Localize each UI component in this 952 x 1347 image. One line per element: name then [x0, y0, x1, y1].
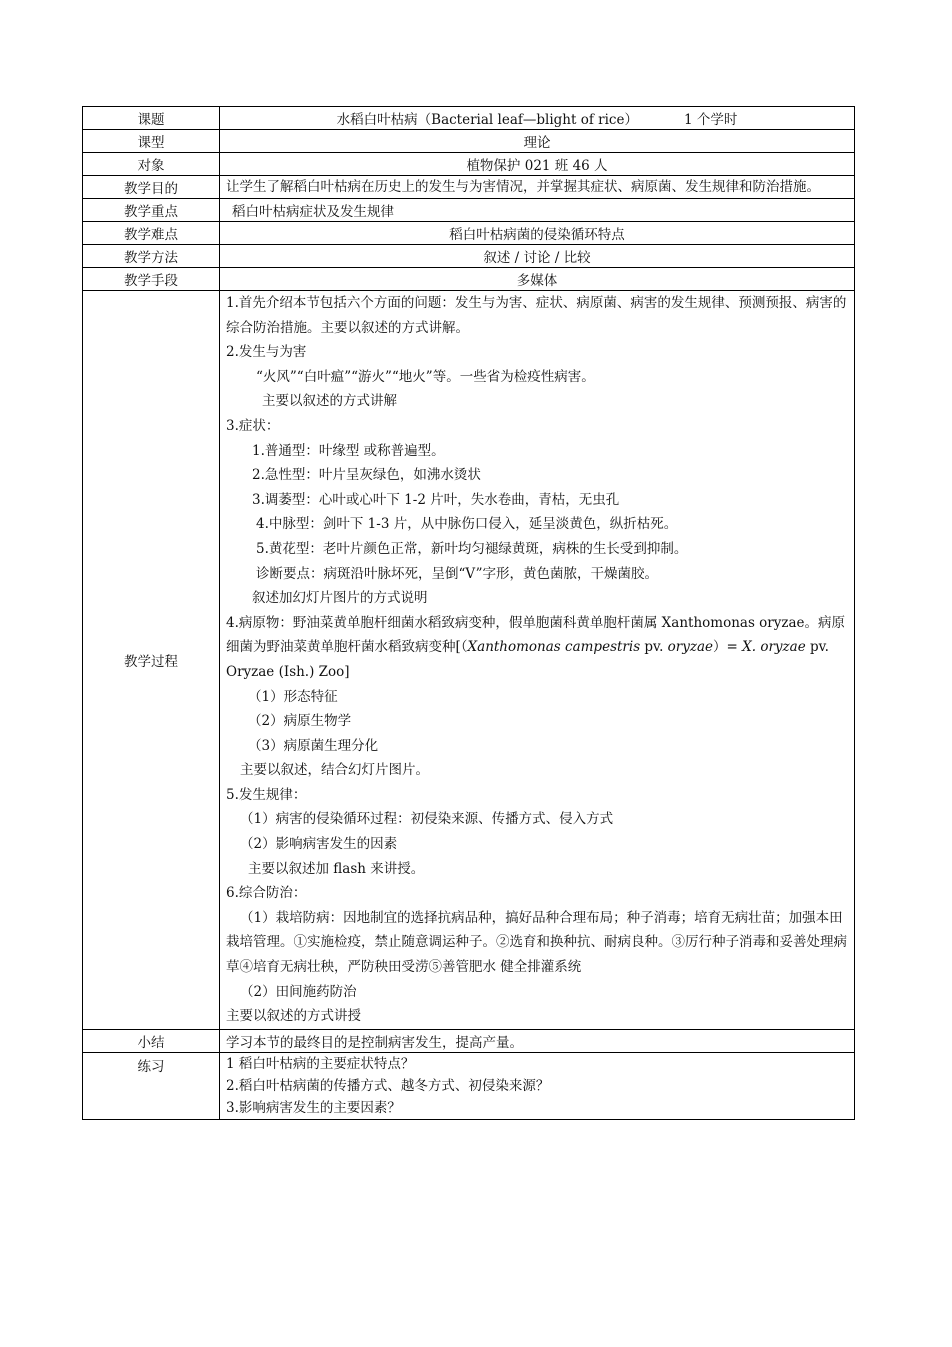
topic-value: 水稻白叶枯病（Bacterial leaf—blight of rice） [336, 112, 638, 128]
label-key: 教学重点 [83, 199, 220, 222]
pathogen-equals: ）= [713, 639, 743, 656]
process-3-2: 2.急性型：叶片呈灰绿色，如沸水烫状 [252, 467, 481, 484]
process-3-diagnosis: 诊断要点：病斑沿叶脉坏死，呈倒“V”字形，黄色菌脓，干燥菌胶。 [256, 565, 659, 582]
pathogen-synonym: X. oryzae [742, 639, 806, 656]
process-6-note: 主要以叙述的方式讲授 [226, 1008, 361, 1025]
process-6-1: （1）栽培防病：因地制宜的选择抗病品种，搞好品种合理布局；种子消毒；培育无病壮苗；加强本田栽培管理。①实施检疫，禁止随意调运种子。②选育和换种抗、耐病良种。③厉行种子消毒和妥善处理病草④培育无病壮秧，严防秧田受涝⑤善管肥水 健全排灌系统 [226, 909, 847, 976]
exercise-content [220, 1052, 855, 1119]
process-4-note: 主要以叙述，结合幻灯片图片。 [240, 762, 429, 779]
process-3-3: 3.调萎型：心叶或心叶下 1-2 片叶，失水卷曲，青枯，无虫孔 [252, 491, 620, 508]
pathogen-text: 4.病原物：野油菜黄单胞杆细菌水稻致病变种，假单胞菌科黄单胞杆菌属 Xanthomonas oryzae。病原细菌为野油菜黄单胞杆菌水稻致病变种[（ [226, 614, 846, 656]
row-summary [83, 1029, 855, 1052]
row-difficulty [83, 222, 855, 245]
process-section-5: 5.发生规律： [226, 786, 307, 803]
process-5-2: （2）影响病害发生的因素 [240, 836, 398, 853]
pathogen-authority: pv. Oryzae (Ish.) Zoo] [226, 639, 829, 680]
process-3-note: 叙述加幻灯片图片的方式说明 [252, 590, 428, 607]
row-topic [83, 107, 855, 130]
process-2a: “火风”“白叶瘟”“游火”“地火”等。一些省为检疫性病害。 [256, 368, 595, 385]
key-value: 稻白叶枯病症状及发生规律 [220, 199, 855, 222]
row-key [83, 199, 855, 222]
process-6-2: （2）田间施药防治 [240, 983, 357, 1000]
label-goal: 教学目的 [83, 176, 220, 199]
audience-value: 植物保护 021 班 46 人 [220, 153, 855, 176]
label-difficulty: 教学难点 [83, 222, 220, 245]
pathogen-species: Xanthomonas campestris [467, 639, 641, 656]
means-value: 多媒体 [220, 268, 855, 291]
label-summary: 小结 [83, 1029, 220, 1052]
exercise-q3: 3.影响病害发生的主要因素？ [226, 1099, 401, 1116]
row-means [83, 268, 855, 291]
process-3-1: 1.普通型：叶缘型 或称普遍型。 [252, 442, 445, 459]
process-section-4 [226, 611, 848, 685]
process-4-1: （1）形态特征 [248, 688, 338, 705]
row-exercise [83, 1052, 855, 1119]
topic-cell [220, 107, 855, 130]
row-process [83, 291, 855, 1030]
exercise-q1: 1 稻白叶枯病的主要症状特点？ [226, 1055, 415, 1072]
process-content [220, 291, 855, 1030]
method-value: 叙述 / 讨论 / 比较 [220, 245, 855, 268]
pathogen-pathovar: oryzae [667, 639, 714, 656]
process-section-3: 3.症状： [226, 417, 280, 434]
process-5-note: 主要以叙述加 flash 来讲授。 [248, 860, 425, 877]
label-method: 教学方法 [83, 245, 220, 268]
label-process: 教学过程 [83, 291, 220, 1030]
pathogen-pv: pv. [640, 639, 668, 656]
exercise-q2: 2.稻白叶枯病菌的传播方式、越冬方式、初侵染来源？ [226, 1077, 550, 1094]
row-type [83, 130, 855, 153]
label-type: 课型 [83, 130, 220, 153]
row-goal [83, 176, 855, 199]
row-method [83, 245, 855, 268]
process-2b: 主要以叙述的方式讲解 [262, 393, 397, 410]
label-topic: 课题 [83, 107, 220, 130]
row-audience [83, 153, 855, 176]
difficulty-value: 稻白叶枯病菌的侵染循环特点 [220, 222, 855, 245]
process-4-3: （3）病原菌生理分化 [248, 737, 379, 754]
label-audience: 对象 [83, 153, 220, 176]
process-4-2: （2）病原生物学 [248, 713, 352, 730]
process-intro: 1.首先介绍本节包括六个方面的问题：发生与为害、症状、病原菌、病害的发生规律、预测预报、病害的综合防治措施。主要以叙述的方式讲解。 [226, 295, 847, 336]
goal-value: 让学生了解稻白叶枯病在历史上的发生与为害情况，并掌握其症状、病原菌、发生规律和防治措施。 [220, 176, 855, 199]
process-5-1: （1）病害的侵染循环过程：初侵染来源、传播方式、侵入方式 [240, 811, 614, 828]
type-value: 理论 [220, 130, 855, 153]
label-means: 教学手段 [83, 268, 220, 291]
process-3-5: 5.黄花型：老叶片颜色正常，新叶均匀褪绿黄斑，病株的生长受到抑制。 [256, 540, 688, 557]
lesson-plan-table [82, 106, 855, 1120]
process-3-4: 4.中脉型：剑叶下 1-3 片，从中脉伤口侵入，延呈淡黄色，纵折枯死。 [256, 516, 678, 533]
summary-value: 学习本节的最终目的是控制病害发生，提高产量。 [220, 1029, 855, 1052]
label-exercise: 练习 [83, 1052, 220, 1119]
topic-hours: 1 个学时 [683, 112, 738, 128]
process-section-2: 2.发生与为害 [226, 344, 307, 361]
process-section-6: 6.综合防治： [226, 885, 307, 902]
